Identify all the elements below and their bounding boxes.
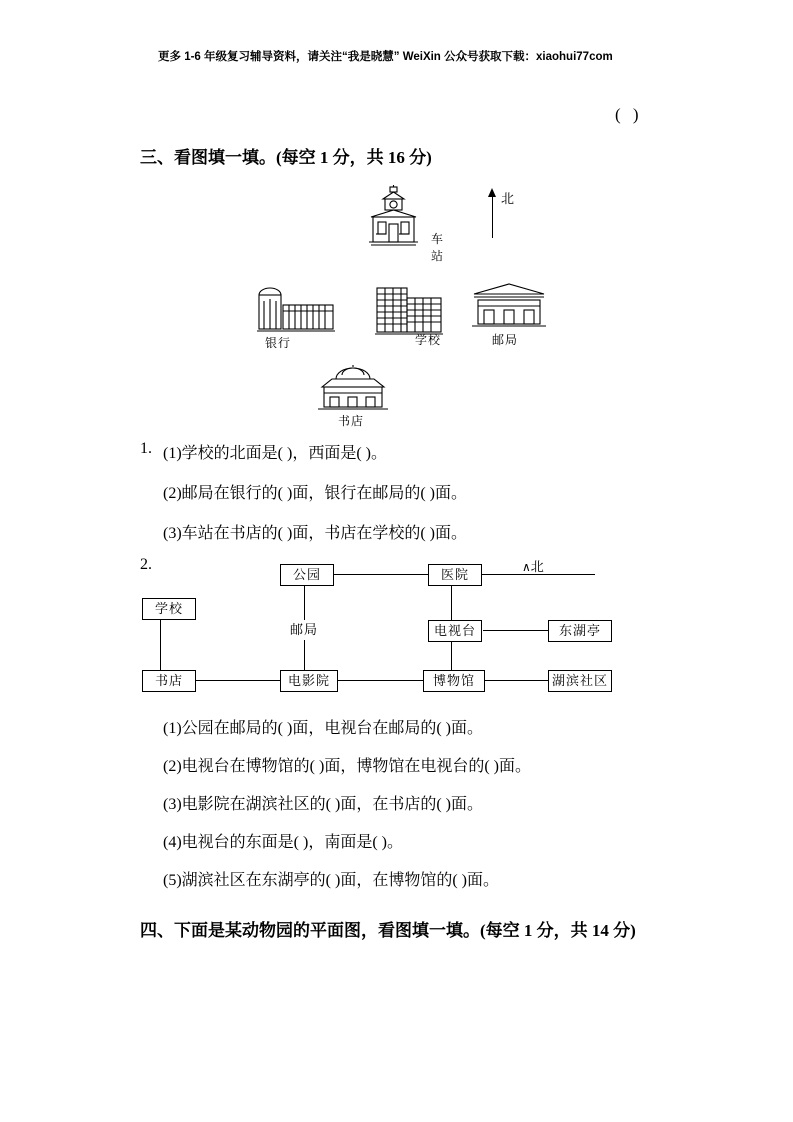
diagram-box-school: 学校: [142, 598, 196, 620]
question-2-line-2: (2)电视台在博物馆的( )面，博物馆在电视台的( )面。: [163, 758, 531, 775]
building-school: [373, 280, 445, 347]
diagram-box-museum: 博物馆: [423, 670, 485, 692]
north-label-1: 北: [501, 191, 515, 206]
diagram-box-bookstore: 书店: [142, 670, 196, 692]
building-bank-label: 银行: [264, 336, 291, 350]
diagram-box-donghu-pavilion: 东湖亭: [548, 620, 612, 642]
building-bookstore: [310, 365, 396, 428]
north-label-2: 北: [530, 559, 544, 574]
station-icon: [359, 185, 431, 251]
building-bookstore-label: 书店: [338, 414, 365, 428]
building-bank: [255, 285, 337, 350]
connector-line: [483, 630, 551, 631]
post-office-icon: [470, 280, 548, 330]
diagram-box-hubin-community: 湖滨社区: [548, 670, 612, 692]
section-4-title: 四、下面是某动物园的平面图，看图填一填。(每空 1 分，共 14 分): [140, 921, 636, 940]
question-1-line-2: (2)邮局在银行的( )面，银行在邮局的( )面。: [163, 485, 467, 502]
question-1-line-3: (3)车站在书店的( )面，书店在学校的( )面。: [163, 525, 467, 542]
section-3-title: 三、看图填一填。(每空 1 分，共 16 分): [140, 148, 432, 167]
building-station: [359, 185, 445, 263]
question-2-line-1: (1)公园在邮局的( )面，电视台在邮局的( )面。: [163, 720, 483, 737]
question-2-number: 2.: [140, 556, 152, 573]
question-1-number: 1.: [140, 440, 152, 457]
building-post-office-label: 邮局: [492, 333, 519, 347]
answer-bracket: ( ): [615, 105, 643, 124]
school-icon: [373, 280, 445, 336]
diagram-box-park: 公园: [280, 564, 334, 586]
building-post-office: [470, 280, 548, 347]
header-note: 更多 1-6 年级复习辅导资料，请关注“我是晓慧” WeiXin 公众号获取下载：xiaohui77com: [158, 51, 613, 63]
diagram-box-cinema: 电影院: [280, 670, 338, 692]
diagram-box-hospital: 医院: [428, 564, 482, 586]
diagram-box-post-office: 邮局: [280, 620, 328, 640]
question-2-line-4: (4)电视台的东面是( )，南面是( )。: [163, 834, 403, 851]
map-diagram-2: [140, 556, 620, 701]
building-school-label: 学校: [415, 333, 442, 347]
question-2-line-3: (3)电影院在湖滨社区的( )面，在书店的( )面。: [163, 796, 483, 813]
north-arrow-head-2: ∧: [522, 560, 531, 574]
connector-line: [483, 680, 551, 681]
question-2-line-5: (5)湖滨社区在东湖亭的( )面，在博物馆的( )面。: [163, 872, 499, 889]
building-picture-group: [255, 185, 555, 428]
building-station-label: 车站: [431, 232, 445, 263]
diagram-box-tv-station: 电视台: [428, 620, 482, 642]
question-1-line-1: (1)学校的北面是( )，西面是( )。: [163, 445, 387, 462]
bank-icon: [255, 285, 337, 333]
bookstore-icon: [310, 365, 396, 413]
